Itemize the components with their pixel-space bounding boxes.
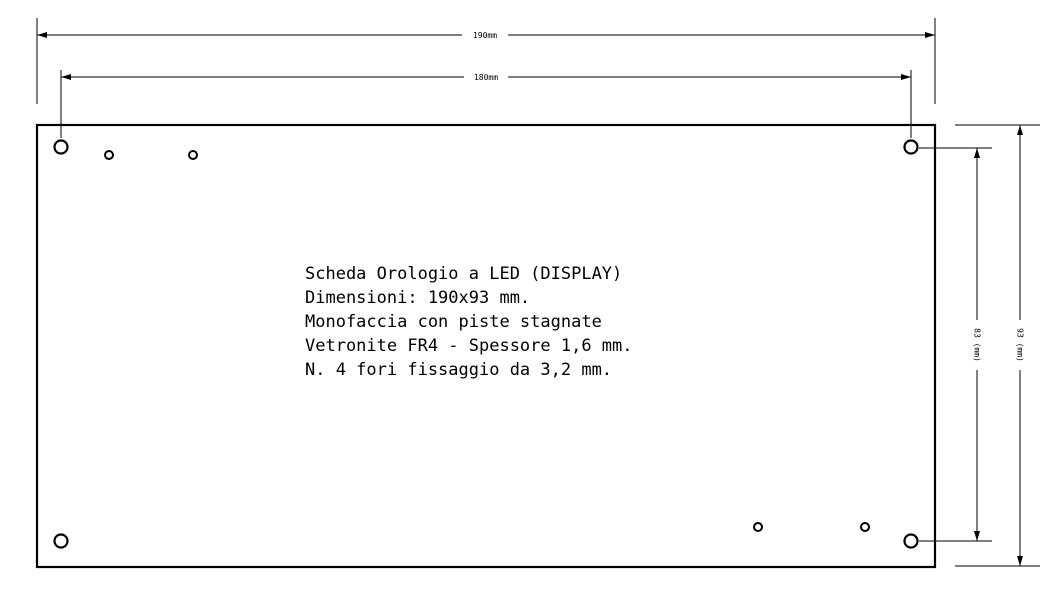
small-hole-bottom-1 <box>754 523 762 531</box>
note-line-1: Scheda Orologio a LED (DISPLAY) <box>305 264 623 284</box>
dimension-overall-width-label: 190mm <box>472 31 498 40</box>
mounting-hole-bottom-left <box>55 535 68 548</box>
mounting-hole-bottom-right <box>905 535 918 548</box>
note-line-5: N. 4 fori fissaggio da 3,2 mm. <box>305 360 613 380</box>
board-notes <box>305 264 633 380</box>
small-hole-bottom-2 <box>861 523 869 531</box>
dimension-overall-width <box>37 18 935 104</box>
mounting-hole-top-right <box>905 141 918 154</box>
note-line-4: Vetronite FR4 - Spessore 1,6 mm. <box>305 336 633 356</box>
note-line-3: Monofaccia con piste stagnate <box>305 312 602 332</box>
dimension-hole-spacing-height <box>919 148 992 541</box>
note-line-2: Dimensioni: 190x93 mm. <box>305 288 531 308</box>
dimension-hole-spacing-height-label: 83 (mm) <box>972 328 982 362</box>
mounting-hole-top-left <box>55 141 68 154</box>
small-hole-top-2 <box>189 151 197 159</box>
dimension-hole-spacing-width <box>61 70 911 138</box>
dimension-hole-spacing-width-label: 180mm <box>473 73 499 82</box>
dimension-overall-height-label: 93 (mm) <box>1015 328 1025 362</box>
dimension-overall-height <box>955 125 1040 566</box>
small-hole-top-1 <box>105 151 113 159</box>
